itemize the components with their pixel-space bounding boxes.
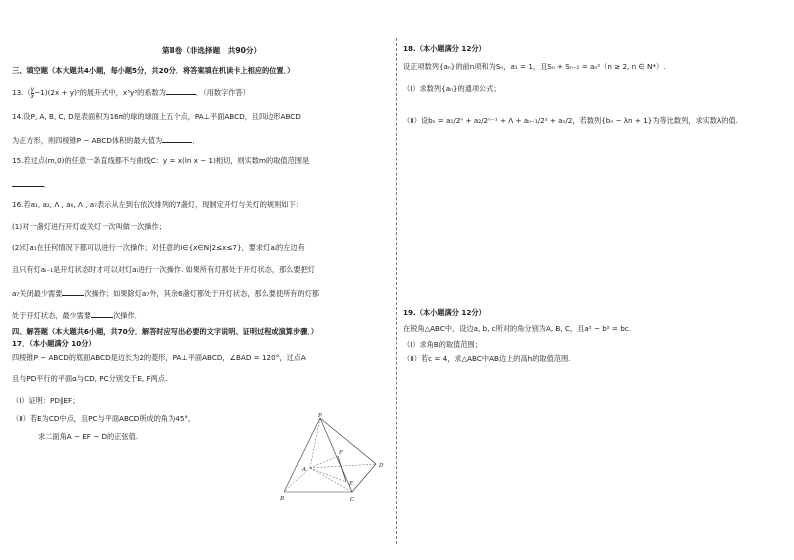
part-title: 第Ⅱ卷（非选择题 共90分） [162,46,262,55]
edge-af [310,456,338,468]
question-19-part-2: （Ⅱ）若c = 4，求△ABC中AB边上的高h的取值范围. [403,354,571,363]
edge-ab [284,468,310,492]
q13-answer-blank [166,86,196,95]
question-15-line-2 [12,178,51,190]
q16-part-d: 次操作． [113,311,142,320]
q13-body: −1)(2x + y)⁵的展开式中，x³y³的系数为 [34,88,166,97]
q13-suffix: ．（用数字作答） [195,88,250,97]
edge-ae [310,468,346,482]
edge-ac [310,468,352,492]
label-f: F [339,450,343,456]
question-19-line-1: 在锐角△ABC中，设边a, b, c所对的角分别为A, B, C，且a² − b² = bc. [403,324,632,333]
pyramid-figure [280,412,390,506]
label-p: P [318,413,322,419]
question-19-title: 19.（本小题满分 12分） [403,308,486,317]
label-e: E [349,481,354,487]
edge-pd [320,418,376,464]
question-16-line-6 [12,309,142,321]
section-4-header: 四、解答题（本大题共6小题，共70分．解答时应写出必要的文字说明、证明过程或演算步骤．） [12,327,319,336]
label-c: C [350,497,355,503]
question-18-part-1: （Ⅰ）求数列{aₙ}的通项公式； [403,84,501,93]
question-16-line-4: 且只有灯aᵢ₋₁是开灯状态时才可以对灯aᵢ进行一次操作. 如果所有灯都处于开灯状态，那么要把灯 [12,265,315,274]
label-d: D [379,463,384,469]
q16-answer-blank-2 [91,309,113,318]
question-17-part-2-cont: 求二面角A − EF − D的正弦值. [38,432,139,441]
question-16-rule-2: (2)灯a₁在任何情况下都可以进行一次操作；对任意的i∈{x∈N|2≤x≤7}，要求灯aᵢ的左边有 [12,243,305,252]
q16-answer-blank-1 [62,287,84,296]
question-17-title: 17．（本小题满分 10分） [12,339,96,348]
question-14-line-2 [12,134,199,146]
question-18-title: 18.（本小题满分 12分） [403,44,486,53]
q15-suffix: ． [44,180,52,189]
edge-ef [338,456,346,482]
question-17-part-2: （Ⅱ）若E为CD中点，且PC与平面ABCD所成的角为45°， [12,414,196,423]
question-17-line-2: 且与PD平行的平面α与CD, PC分别交于E, F两点. [12,374,168,383]
q14-body: 为正方形，则四棱锥P − ABCD体积的最大值为 [12,136,163,145]
edge-pa [310,418,320,468]
q13-fraction: $\frac{y}{x}$ [30,85,35,100]
question-16-line-1: 16.若a₁, a₂, Λ , a₆, Λ , a₇表示从左到右依次排列的7盏灯，现制定开灯与关灯的规则如下： [12,200,303,209]
question-19-part-1: （Ⅰ）求角B的取值范围； [403,340,482,349]
question-17-part-1: （Ⅰ）证明：PD∥EF； [12,396,80,405]
question-14-line-1: 14.设P, A, B, C, D是表面积为16π的球的球面上五个点，PA⊥平面ABCD，且四边形ABCD [12,112,301,121]
edge-cd [352,464,376,492]
section-3-header: 三、填空题（本大题共4小题，每小题5分，共20分．将答案填在机读卡上相应的位置．） [12,66,295,75]
question-16-line-5 [12,287,319,299]
q16-part-a: a₇关闭最少需要 [12,289,63,298]
q15-answer-blank [12,178,44,187]
question-13 [12,86,250,100]
question-17-line-1: 四棱锥P − ABCD的底面ABCD是边长为2的菱形，PA⊥平面ABCD，∠BAD = 120°，过点A [12,353,306,362]
q14-suffix: ． [192,136,200,145]
q16-part-b: 次操作；如果除灯a₇外，其余6盏灯都处于开灯状态，那么要使所有的灯都 [84,289,320,298]
column-divider [396,38,397,544]
edge-pc [320,418,352,492]
question-18-line-1: 设正项数列{aₙ}的前n项和为Sₙ，a₁ = 1，且Sₙ + Sₙ₋₁ = aₙ²（n ≥ 2, n ∈ N*）. [403,62,666,71]
q13-prefix: 13.（ [12,88,31,97]
edge-pb [284,418,320,492]
label-b: B [280,496,285,502]
question-16-rule-1: (1)对一盏灯进行开灯或关灯一次叫做一次操作； [12,222,166,231]
q16-part-c: 处于开灯状态，最少需要 [12,311,92,320]
label-a: A [302,467,307,473]
question-15-line-1: 15.若过点(m,0)的任意一条直线都不与曲线C：y = x(ln x − 1)相切，则实数m的取值范围是 [12,156,310,165]
q14-answer-blank [162,134,192,143]
edge-ad [310,464,376,468]
question-18-part-2: （Ⅱ）设bₙ = a₁/2ⁿ + a₂/2ⁿ⁻¹ + Λ + aₙ₋₁/2² + aₙ/2，若数列{bₙ − λn + 1}为等比数列，求实数λ的值. [403,116,738,125]
